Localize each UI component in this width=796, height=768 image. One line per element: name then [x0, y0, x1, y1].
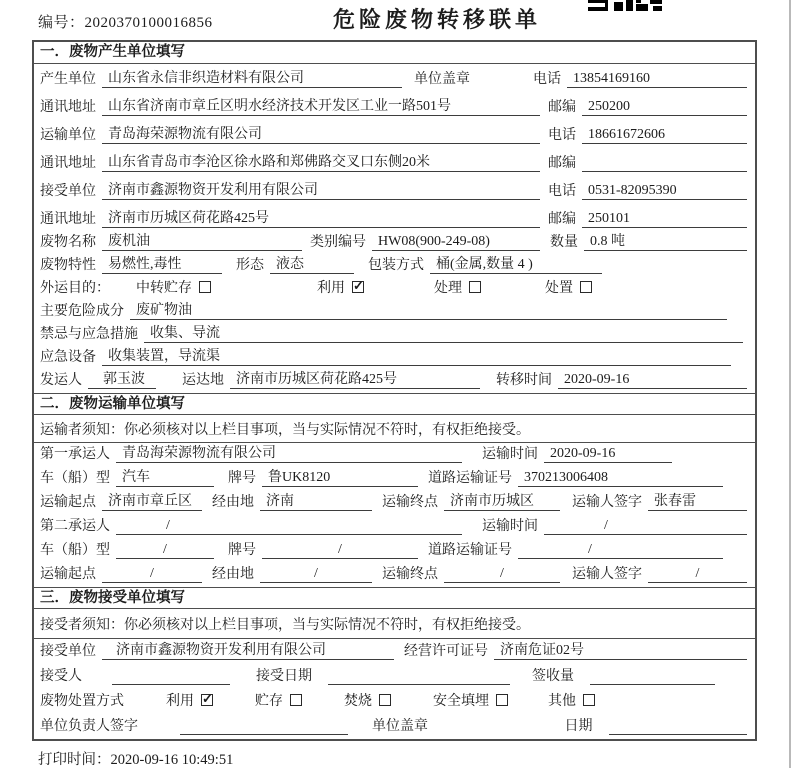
receiver-zip-label: 邮编 — [548, 212, 576, 227]
receiver-phone-label: 电话 — [548, 184, 576, 199]
permit-value: 济南危证02号 — [494, 639, 747, 660]
transporter-zip-label: 邮编 — [548, 156, 576, 171]
equipment-value: 收集装置，导流渠 — [102, 345, 731, 366]
origin1-value: 济南市章丘区 — [102, 490, 202, 511]
transporter-notice — [34, 415, 755, 443]
row-disposal — [34, 689, 755, 714]
permit-label: 经营许可证号 — [404, 644, 488, 659]
disposal-option-store — [255, 690, 302, 710]
receiver-zip-value: 250101 — [582, 211, 747, 228]
purpose-option-use — [317, 277, 364, 297]
license2-label: 道路运输证号 — [428, 543, 512, 558]
row-waste-character — [34, 255, 755, 278]
plate2-value: / — [262, 542, 418, 559]
row-transporter-address — [34, 148, 755, 176]
producer-zip-label: 邮编 — [548, 100, 576, 115]
vehicle1-value: 汽车 — [116, 466, 214, 487]
row-accept-unit — [34, 639, 755, 664]
character-value: 易燃性,毒性 — [102, 253, 222, 274]
purpose-use-label: 利用 — [317, 281, 345, 296]
section2-header: 二．废物运输单位填写 — [34, 393, 755, 415]
license1-value: 370213006408 — [518, 470, 723, 487]
quantity-label: 数量 — [550, 235, 578, 250]
sign1-label: 运输人签字 — [572, 495, 642, 510]
packaging-value: 桶(金属,数量 4 ) — [430, 253, 602, 274]
disposal-landfill-checkbox — [496, 694, 508, 706]
purpose-storage-checkbox — [199, 281, 211, 293]
amount-value — [590, 668, 715, 685]
accept-date-value — [328, 668, 510, 685]
time1-label: 运输时间 — [482, 447, 538, 462]
purpose-treat-checkbox — [469, 281, 481, 293]
origin1-label: 运输起点 — [40, 495, 96, 510]
row-equipment — [34, 347, 755, 370]
via2-label: 经由地 — [212, 567, 254, 582]
plate1-value: 鲁UK8120 — [262, 466, 418, 487]
disposal-option-other — [548, 690, 595, 710]
vehicle2-label: 车（船）型 — [40, 543, 110, 558]
disposal-option-landfill — [433, 690, 508, 710]
producer-phone-label: 电话 — [533, 72, 561, 87]
category-label: 类别编号 — [310, 235, 366, 250]
disposal-burn-checkbox — [379, 694, 391, 706]
transporter-notice-text: 运输者须知：你必须核对以上栏目事项，当与实际情况不符时，有权拒绝接受。 — [40, 422, 530, 438]
row-vehicle1 — [34, 467, 755, 491]
purpose-option-storage — [136, 277, 211, 297]
producer-value: 山东省永信非织造材料有限公司 — [102, 67, 402, 88]
carrier1-value: 青岛海荣源物流有限公司 — [116, 442, 462, 463]
recipient-label: 接受人 — [40, 669, 82, 684]
receiver-addr-value: 济南市历城区荷花路425号 — [102, 207, 540, 228]
date2-label: 日期 — [564, 719, 593, 734]
category-value: HW08(900-249-08) — [372, 234, 540, 251]
disposal-store-checkbox — [290, 694, 302, 706]
receiver-notice-text: 接受者须知：你必须核对以上栏目事项，当与实际情况不符时，有权拒绝接受。 — [40, 617, 530, 633]
plate1-label: 牌号 — [228, 471, 256, 486]
disposal-store-label: 贮存 — [255, 694, 283, 709]
serial-number — [38, 11, 213, 32]
serial-value: 2020370100016856 — [84, 15, 213, 31]
producer-phone-value: 13854169160 — [567, 71, 747, 88]
via2-value: / — [260, 566, 372, 583]
sign2-label: 运输人签字 — [572, 567, 642, 582]
origin2-label: 运输起点 — [40, 567, 96, 582]
disposal-use-checkbox — [201, 694, 213, 706]
vehicle1-label: 车（船）型 — [40, 471, 110, 486]
row-shipper — [34, 370, 755, 393]
producer-zip-value: 250200 — [582, 99, 747, 116]
section3-header: 三．废物接受单位填写 — [34, 587, 755, 609]
via1-value: 济南 — [260, 490, 372, 511]
print-time-label: 打印时间： — [38, 752, 111, 768]
origin2-value: / — [102, 566, 202, 583]
carrier2-label: 第二承运人 — [40, 519, 110, 534]
purpose-dispose-label: 处置 — [545, 281, 573, 296]
transfer-time-value: 2020-09-16 — [558, 372, 747, 389]
taboo-value: 收集、导流 — [144, 322, 743, 343]
print-time-value: 2020-09-16 10:49:51 — [110, 752, 234, 768]
qr-code-fragment — [588, 0, 662, 11]
disposal-option-use — [166, 690, 213, 710]
time2-value: / — [544, 518, 747, 535]
transfer-time-label: 转移时间 — [496, 373, 552, 388]
license1-label: 道路运输证号 — [428, 471, 512, 486]
waste-name-value: 废机油 — [102, 230, 302, 251]
purpose-label: 外运目的： — [40, 281, 110, 296]
plate2-label: 牌号 — [228, 543, 256, 558]
row-hazard — [34, 301, 755, 324]
vehicle2-value: / — [116, 542, 214, 559]
disposal-option-burn — [344, 690, 391, 710]
transporter-label: 运输单位 — [40, 128, 96, 143]
unit-seal-label: 单位盖章 — [372, 719, 428, 734]
row-carrier1 — [34, 443, 755, 467]
receiver-label: 接受单位 — [40, 184, 96, 199]
seal-label: 单位盖章 — [414, 72, 470, 87]
destination-label: 运达地 — [182, 373, 224, 388]
disposal-burn-label: 焚烧 — [344, 694, 372, 709]
quantity-value: 0.8 吨 — [584, 230, 747, 251]
form-label: 形态 — [236, 258, 264, 273]
manifest-form — [32, 40, 757, 741]
accept-date-label: 接受日期 — [256, 669, 312, 684]
manager-sign-label: 单位负责人签字 — [40, 719, 138, 734]
carrier1-label: 第一承运人 — [40, 447, 110, 462]
accept-unit-value: 济南市鑫源物资开发利用有限公司 — [102, 639, 394, 660]
serial-label: 编号： — [38, 15, 85, 31]
receiver-notice — [34, 609, 755, 639]
section1-header: 一．废物产生单位填写 — [34, 42, 755, 64]
producer-addr-value: 山东省济南市章丘区明水经济技术开发区工业一路501号 — [102, 95, 540, 116]
disposal-other-checkbox — [583, 694, 595, 706]
row-carrier2 — [34, 515, 755, 539]
receiver-addr-label: 通讯地址 — [40, 212, 96, 227]
hazard-value: 废矿物油 — [130, 299, 727, 320]
row-purpose — [34, 278, 755, 301]
hazard-label: 主要危险成分 — [40, 304, 124, 319]
row-route2 — [34, 563, 755, 587]
transporter-phone-value: 18661672606 — [582, 127, 747, 144]
equipment-label: 应急设备 — [40, 350, 96, 365]
row-manager-sign — [34, 714, 755, 739]
taboo-label: 禁忌与应急措施 — [40, 327, 138, 342]
row-recipient — [34, 664, 755, 689]
transporter-value: 青岛海荣源物流有限公司 — [102, 123, 540, 144]
row-transporter — [34, 120, 755, 148]
transporter-addr-value: 山东省青岛市李沧区徐水路和郑佛路交叉口东侧20米 — [102, 151, 540, 172]
row-waste-name — [34, 232, 755, 255]
producer-label: 产生单位 — [40, 72, 96, 87]
disposal-use-label: 利用 — [166, 694, 194, 709]
shipper-value: 郭玉波 — [88, 368, 156, 389]
end2-label: 运输终点 — [382, 567, 438, 582]
form-value: 液态 — [270, 253, 354, 274]
shipper-label: 发运人 — [40, 373, 82, 388]
purpose-storage-label: 中转贮存 — [136, 281, 192, 296]
purpose-use-checkbox — [352, 281, 364, 293]
row-taboo — [34, 324, 755, 347]
license2-value: / — [518, 542, 723, 559]
disposal-other-label: 其他 — [548, 694, 576, 709]
row-receiver-address — [34, 204, 755, 232]
recipient-value — [112, 668, 230, 685]
sign1-value: 张春雷 — [648, 490, 747, 511]
print-time — [38, 748, 233, 768]
end2-value: / — [444, 566, 560, 583]
producer-addr-label: 通讯地址 — [40, 100, 96, 115]
page-title: 危险废物转移联单 — [333, 7, 542, 32]
end1-value: 济南市历城区 — [444, 490, 560, 511]
purpose-treat-label: 处理 — [434, 281, 462, 296]
row-producer-address — [34, 92, 755, 120]
sign2-value: / — [648, 566, 747, 583]
packaging-label: 包装方式 — [368, 258, 424, 273]
purpose-option-treat — [434, 277, 481, 297]
purpose-option-dispose — [545, 277, 592, 297]
row-route1 — [34, 491, 755, 515]
accept-unit-label: 接受单位 — [40, 644, 96, 659]
character-label: 废物特性 — [40, 258, 96, 273]
receiver-phone-value: 0531-82095390 — [582, 183, 747, 200]
row-receiver — [34, 176, 755, 204]
end1-label: 运输终点 — [382, 495, 438, 510]
transporter-addr-label: 通讯地址 — [40, 156, 96, 171]
destination-value: 济南市历城区荷花路425号 — [230, 368, 480, 389]
page-edge-line — [789, 0, 791, 768]
transporter-phone-label: 电话 — [548, 128, 576, 143]
manager-sign-value — [180, 718, 348, 735]
disposal-label: 废物处置方式 — [40, 694, 124, 709]
via1-label: 经由地 — [212, 495, 254, 510]
date2-value — [609, 718, 748, 735]
row-producer — [34, 64, 755, 92]
amount-label: 签收量 — [532, 669, 574, 684]
receiver-value: 济南市鑫源物资开发利用有限公司 — [102, 179, 540, 200]
carrier2-value: / — [116, 518, 462, 535]
transporter-zip-value — [582, 155, 747, 172]
disposal-landfill-label: 安全填埋 — [433, 694, 489, 709]
time1-value: 2020-09-16 — [544, 446, 672, 463]
waste-name-label: 废物名称 — [40, 235, 96, 250]
row-vehicle2 — [34, 539, 755, 563]
time2-label: 运输时间 — [482, 519, 538, 534]
purpose-dispose-checkbox — [580, 281, 592, 293]
